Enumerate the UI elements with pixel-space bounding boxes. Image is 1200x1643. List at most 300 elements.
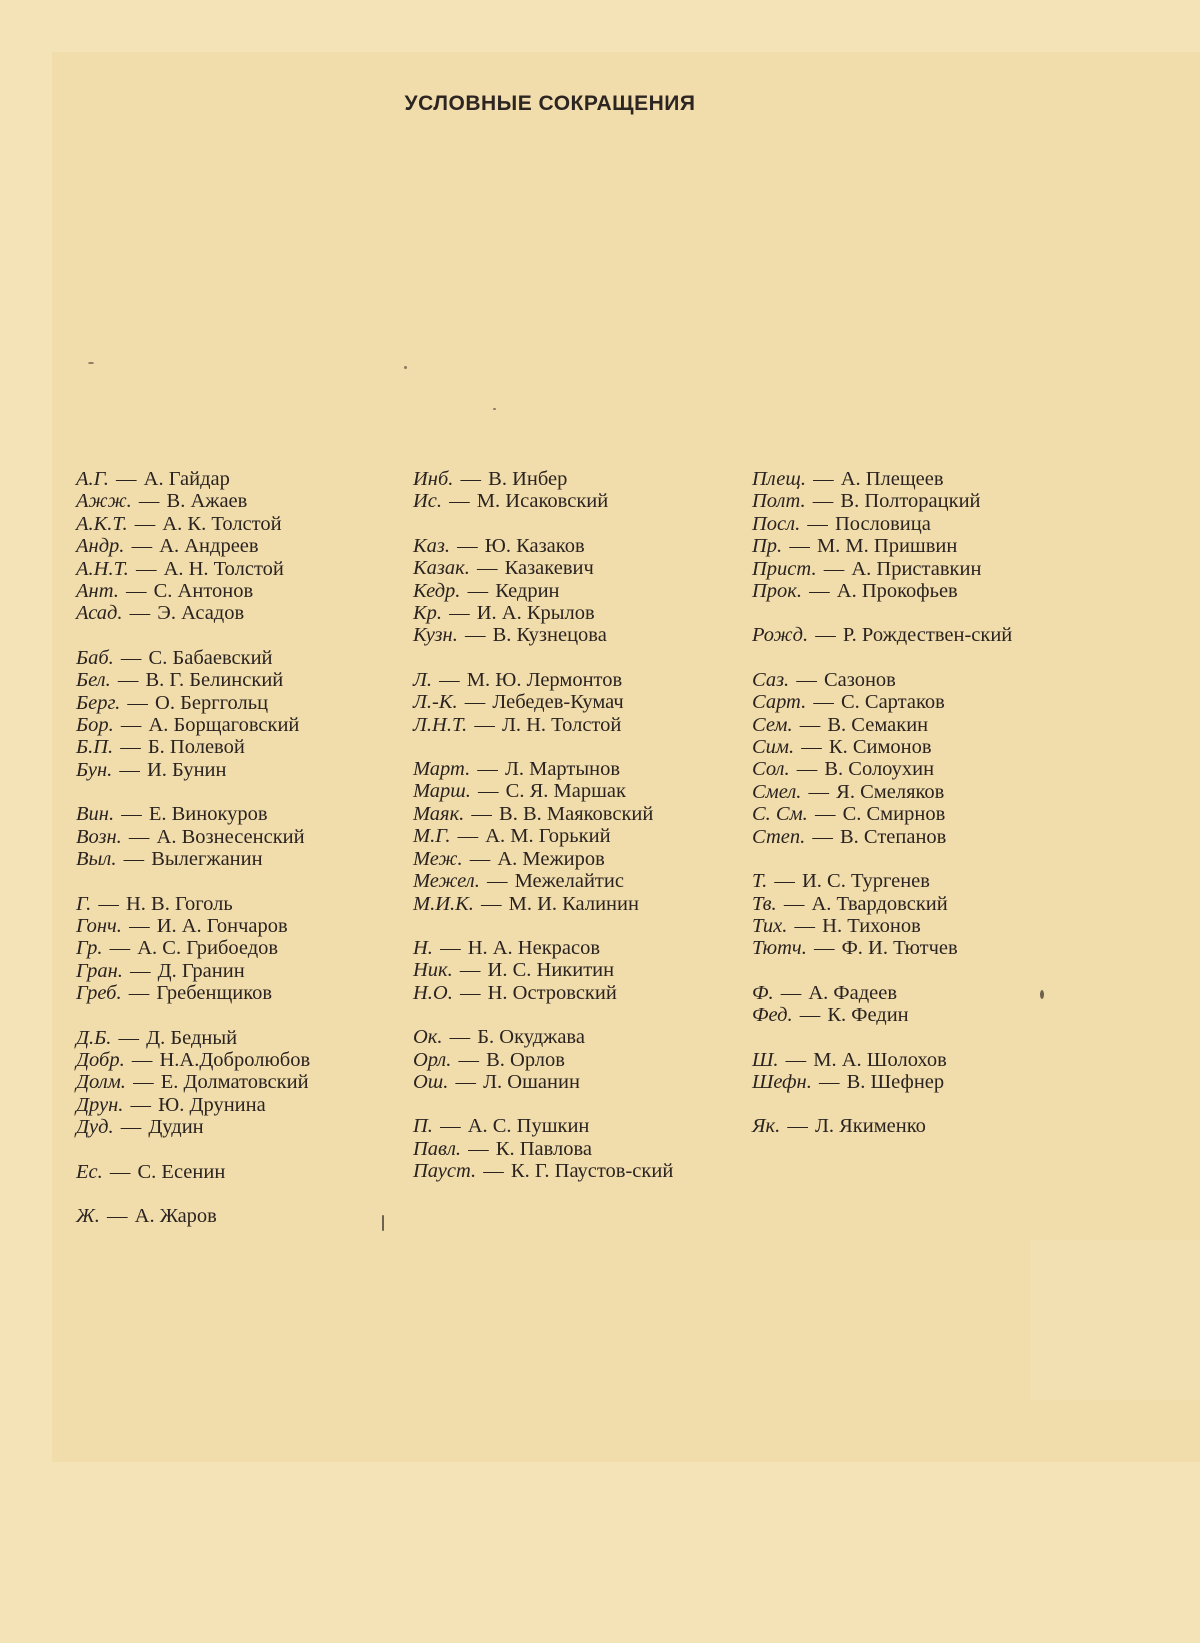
- abbreviation-group: [76, 1161, 406, 1183]
- abbreviation-expansion: В. Кузнецова: [492, 624, 607, 647]
- em-dash-separator: —: [807, 468, 839, 490]
- em-dash-separator: —: [130, 557, 162, 580]
- page-title: УСЛОВНЫЕ СОКРАЩЕНИЯ: [404, 92, 696, 115]
- abbreviation-expansion: Ф. И. Тютчев: [841, 937, 958, 960]
- abbreviation-group: [413, 468, 743, 513]
- abbreviation-group: [752, 1115, 1082, 1137]
- abbreviation-expansion: В. Шефнер: [846, 1070, 945, 1093]
- em-dash-separator: —: [794, 713, 826, 736]
- em-dash-separator: —: [123, 914, 155, 937]
- em-dash-separator: —: [452, 825, 484, 848]
- em-dash-separator: —: [127, 1071, 159, 1094]
- em-dash-separator: —: [808, 691, 839, 714]
- abbreviation-column-3: [752, 468, 1082, 1160]
- abbreviation-expansion: И. Бунин: [147, 758, 227, 781]
- abbreviation-group: [413, 758, 743, 915]
- abbreviation-entry: [752, 468, 1082, 490]
- abbreviation-expansion: И. С. Тургенев: [802, 870, 930, 893]
- abbreviation-term: П.: [413, 1115, 433, 1138]
- abbreviation-expansion: А. М. Горький: [485, 825, 611, 848]
- abbreviation-expansion: В. Степанов: [840, 825, 947, 848]
- abbreviation-column-1: [76, 468, 406, 1249]
- abbreviation-entry: [752, 669, 1082, 691]
- abbreviation-expansion: С. Антонов: [153, 580, 254, 603]
- abbreviation-term: Андр.: [76, 535, 125, 558]
- abbreviation-term: Павл.: [413, 1137, 462, 1160]
- abbreviation-expansion: В. Семакин: [827, 713, 929, 736]
- em-dash-separator: —: [120, 580, 152, 603]
- abbreviation-entry: [413, 1049, 743, 1071]
- abbreviation-term: Прок.: [752, 580, 803, 603]
- abbreviation-entry: [76, 803, 406, 825]
- abbreviation-expansion: Б. Полевой: [147, 736, 245, 759]
- abbreviation-term: Смел.: [752, 780, 802, 803]
- abbreviation-expansion: А. Гайдар: [143, 468, 230, 490]
- abbreviation-entry: [413, 870, 743, 892]
- abbreviation-entry: [413, 1138, 743, 1160]
- abbreviation-expansion: Я. Смеляков: [836, 780, 945, 803]
- em-dash-separator: —: [782, 1115, 813, 1138]
- abbreviation-entry: [76, 468, 406, 490]
- abbreviation-expansion: В. Инбер: [488, 468, 568, 490]
- abbreviation-expansion: К. Павлова: [495, 1137, 593, 1160]
- abbreviation-group: [76, 893, 406, 1005]
- abbreviation-entry: [76, 736, 406, 758]
- abbreviation-group: [76, 468, 406, 625]
- abbreviation-term: Марш.: [413, 780, 471, 803]
- abbreviation-entry: [76, 580, 406, 602]
- abbreviation-term: Як.: [752, 1115, 781, 1138]
- abbreviation-term: Берг.: [76, 691, 121, 714]
- em-dash-separator: —: [434, 1115, 466, 1138]
- abbreviation-term: Орл.: [413, 1048, 452, 1071]
- abbreviation-term: Гр.: [76, 937, 103, 960]
- abbreviation-entry: [413, 557, 743, 579]
- abbreviation-entry: [752, 803, 1082, 825]
- abbreviation-term: Б.П.: [76, 736, 114, 759]
- abbreviation-entry: [752, 1004, 1082, 1026]
- abbreviation-entry: [413, 714, 743, 736]
- abbreviation-entry: [413, 780, 743, 802]
- abbreviation-entry: [76, 647, 406, 669]
- em-dash-separator: —: [804, 580, 835, 603]
- abbreviation-expansion: В. Солоухин: [824, 758, 935, 781]
- abbreviation-group: [413, 1115, 743, 1182]
- em-dash-separator: —: [796, 736, 827, 759]
- abbreviation-entry: [76, 826, 406, 848]
- abbreviation-expansion: Ю. Друнина: [158, 1093, 266, 1116]
- abbreviation-entry: [76, 513, 406, 535]
- abbreviation-entry: [76, 1094, 406, 1116]
- abbreviation-term: Меж.: [413, 847, 463, 870]
- em-dash-separator: —: [472, 758, 503, 781]
- abbreviation-expansion: А. С. Пушкин: [467, 1115, 590, 1138]
- em-dash-separator: —: [775, 981, 807, 1004]
- abbreviation-entry: [413, 848, 743, 870]
- abbreviation-term: Плещ.: [752, 468, 806, 490]
- abbreviation-entry: [752, 490, 1082, 512]
- abbreviation-term: Ажж.: [76, 490, 132, 513]
- abbreviation-entry: [413, 758, 743, 780]
- abbreviation-term: А.Н.Т.: [76, 557, 129, 580]
- abbreviation-expansion: Л. Ошанин: [483, 1070, 580, 1093]
- abbreviation-term: Тютч.: [752, 937, 807, 960]
- abbreviation-term: Гонч.: [76, 914, 122, 937]
- abbreviation-entry: [413, 602, 743, 624]
- abbreviation-entry: [413, 490, 743, 512]
- em-dash-separator: —: [791, 758, 823, 781]
- em-dash-separator: —: [809, 803, 841, 826]
- abbreviation-entry: [752, 513, 1082, 535]
- abbreviation-expansion: Межелайтис: [514, 870, 624, 893]
- abbreviation-expansion: В. Ажаев: [166, 490, 248, 513]
- abbreviation-expansion: А. Плещеев: [840, 468, 944, 490]
- abbreviation-expansion: А. К. Толстой: [162, 512, 282, 535]
- em-dash-separator: —: [123, 982, 155, 1005]
- em-dash-separator: —: [129, 512, 161, 535]
- abbreviation-expansion: М. А. Шолохов: [813, 1048, 947, 1071]
- em-dash-separator: —: [444, 1026, 476, 1049]
- em-dash-separator: —: [459, 624, 491, 647]
- abbreviation-term: Долм.: [76, 1071, 126, 1094]
- abbreviation-entry: [752, 624, 1064, 646]
- abbreviation-entry: [76, 714, 406, 736]
- em-dash-separator: —: [789, 914, 821, 937]
- abbreviation-term: Каз.: [413, 534, 450, 557]
- abbreviation-expansion: Л. Мартынов: [504, 758, 621, 781]
- abbreviation-expansion: А. Андреев: [159, 535, 259, 558]
- abbreviation-entry: [752, 982, 1082, 1004]
- abbreviation-group: [413, 535, 743, 647]
- em-dash-separator: —: [115, 646, 147, 669]
- abbreviation-term: Ес.: [76, 1160, 103, 1183]
- scan-speck: [88, 362, 94, 364]
- abbreviation-group: [413, 937, 743, 1004]
- abbreviation-term: Л.: [413, 668, 433, 691]
- abbreviation-group: [752, 624, 1082, 646]
- em-dash-separator: —: [116, 803, 147, 826]
- abbreviation-term: М.И.К.: [413, 892, 474, 915]
- abbreviation-term: Полт.: [752, 490, 806, 513]
- abbreviation-entry: [413, 624, 743, 646]
- abbreviation-entry: [76, 893, 406, 915]
- em-dash-separator: —: [124, 959, 156, 982]
- abbreviation-expansion: Пословица: [834, 512, 931, 535]
- abbreviation-entry: [752, 1049, 1082, 1071]
- abbreviation-entry: [76, 1027, 406, 1049]
- abbreviation-expansion: А. Твардовский: [811, 892, 948, 915]
- abbreviation-entry: [76, 1161, 406, 1183]
- abbreviation-expansion: С. Смирнов: [842, 803, 946, 826]
- abbreviation-entry: [752, 758, 1082, 780]
- abbreviation-entry: [76, 1049, 406, 1071]
- em-dash-separator: —: [444, 602, 475, 625]
- abbreviation-expansion: М. И. Калинин: [508, 892, 639, 915]
- abbreviation-expansion: Казакевич: [504, 557, 594, 580]
- abbreviation-entry: [413, 893, 743, 915]
- abbreviation-expansion: О. Берггольц: [155, 691, 269, 714]
- abbreviation-expansion: К. Симонов: [828, 736, 932, 759]
- abbreviation-expansion: В. Г. Белинский: [145, 669, 284, 692]
- em-dash-separator: —: [133, 490, 165, 513]
- abbreviation-expansion: Н. В. Гоголь: [126, 892, 233, 915]
- em-dash-separator: —: [462, 579, 494, 602]
- abbreviation-entry: [413, 535, 743, 557]
- abbreviation-term: Маяк.: [413, 802, 465, 825]
- abbreviation-expansion: Вылегжанин: [151, 848, 263, 871]
- abbreviation-entry: [413, 1160, 725, 1182]
- abbreviation-term: Г.: [76, 892, 92, 915]
- abbreviation-term: Н.: [413, 936, 433, 959]
- abbreviation-term: Посл.: [752, 512, 801, 535]
- abbreviation-entry: [76, 915, 406, 937]
- em-dash-separator: —: [466, 802, 498, 825]
- abbreviation-expansion: Лебедев-Кумач: [492, 691, 624, 714]
- abbreviation-term: Март.: [413, 758, 471, 781]
- em-dash-separator: —: [769, 870, 800, 893]
- abbreviation-term: Бор.: [76, 714, 114, 737]
- abbreviation-term: Гран.: [76, 959, 123, 982]
- abbreviation-expansion: Кедрин: [495, 579, 560, 602]
- abbreviation-term: Асад.: [76, 602, 123, 625]
- abbreviation-expansion: Д. Гранин: [157, 959, 245, 982]
- abbreviation-expansion: В. Полторацкий: [840, 490, 981, 513]
- abbreviation-expansion: Е. Долматовский: [160, 1071, 309, 1094]
- em-dash-separator: —: [454, 981, 486, 1004]
- abbreviation-entry: [76, 848, 406, 870]
- em-dash-separator: —: [126, 1048, 158, 1071]
- em-dash-separator: —: [778, 892, 810, 915]
- em-dash-separator: —: [104, 1160, 136, 1183]
- abbreviation-group: [413, 669, 743, 736]
- abbreviation-term: Выл.: [76, 848, 117, 871]
- em-dash-separator: —: [123, 825, 155, 848]
- em-dash-separator: —: [810, 624, 841, 647]
- abbreviation-term: Ант.: [76, 580, 119, 603]
- abbreviation-term: Сарт.: [752, 691, 807, 714]
- abbreviation-term: Рожд.: [752, 624, 809, 647]
- scan-speck: [493, 408, 496, 410]
- em-dash-separator: —: [450, 1070, 482, 1093]
- abbreviation-term: Кр.: [413, 602, 442, 625]
- abbreviation-entry: [413, 1071, 743, 1093]
- abbreviation-expansion: А. Борщаговский: [148, 714, 300, 737]
- abbreviation-term: Ок.: [413, 1026, 443, 1049]
- abbreviation-expansion: И. С. Никитин: [487, 959, 615, 982]
- abbreviation-entry: [752, 870, 1082, 892]
- abbreviation-column-2: [413, 468, 743, 1205]
- abbreviation-expansion: И. А. Гончаров: [156, 914, 288, 937]
- abbreviation-entry: [413, 825, 743, 847]
- abbreviation-entry: [76, 692, 406, 714]
- abbreviation-expansion: А. Н. Толстой: [163, 557, 284, 580]
- abbreviation-entry: [76, 1205, 406, 1227]
- abbreviation-group: [752, 982, 1082, 1027]
- abbreviation-term: А.Г.: [76, 468, 109, 490]
- abbreviation-group: [752, 1049, 1082, 1094]
- em-dash-separator: —: [115, 1116, 147, 1139]
- abbreviation-term: Ник.: [413, 959, 453, 982]
- abbreviation-term: М.Г.: [413, 825, 451, 848]
- abbreviation-term: Тв.: [752, 892, 777, 915]
- abbreviation-expansion: С. Бабаевский: [148, 646, 273, 669]
- abbreviation-expansion: А. Прокофьев: [836, 580, 958, 603]
- em-dash-separator: —: [478, 1160, 509, 1183]
- em-dash-separator: —: [808, 937, 840, 960]
- abbreviation-expansion: В. В. Маяковский: [499, 802, 654, 825]
- abbreviation-term: С. См.: [752, 803, 808, 826]
- abbreviation-expansion: С. Есенин: [137, 1160, 226, 1183]
- scan-speck: [404, 366, 407, 369]
- abbreviation-term: Бун.: [76, 758, 113, 781]
- abbreviation-expansion: М. Исаковский: [476, 490, 609, 513]
- abbreviation-entry: [76, 960, 406, 982]
- em-dash-separator: —: [807, 490, 839, 513]
- abbreviation-entry: [413, 937, 743, 959]
- abbreviation-entry: [752, 937, 1082, 959]
- abbreviation-group: [752, 870, 1082, 960]
- abbreviation-term: Шефн.: [752, 1070, 812, 1093]
- em-dash-separator: —: [110, 468, 142, 490]
- abbreviation-entry: [413, 468, 743, 490]
- abbreviation-entry: [752, 580, 1082, 602]
- abbreviation-entry: [76, 669, 406, 691]
- abbreviation-term: Д.Б.: [76, 1026, 112, 1049]
- abbreviation-term: Кедр.: [413, 579, 461, 602]
- abbreviation-entry: [413, 580, 743, 602]
- abbreviation-expansion: А. Жаров: [134, 1204, 217, 1227]
- abbreviation-term: Сем.: [752, 713, 793, 736]
- abbreviation-term: Дуд.: [76, 1116, 114, 1139]
- abbreviation-entry: [76, 558, 406, 580]
- abbreviation-entry: [76, 937, 406, 959]
- abbreviation-term: Саз.: [752, 668, 790, 691]
- abbreviation-expansion: К. Г. Паустов-ский: [510, 1160, 674, 1183]
- abbreviation-term: Возн.: [76, 825, 122, 848]
- em-dash-separator: —: [464, 847, 496, 870]
- abbreviation-term: Пауст.: [413, 1160, 477, 1183]
- abbreviation-group: [76, 803, 406, 870]
- abbreviation-term: Л.Н.Т.: [413, 713, 468, 736]
- em-dash-separator: —: [113, 1026, 145, 1049]
- em-dash-separator: —: [122, 691, 154, 714]
- abbreviation-group: [752, 468, 1082, 602]
- abbreviation-group: [76, 647, 406, 781]
- abbreviation-group: [752, 669, 1082, 848]
- em-dash-separator: —: [807, 825, 838, 848]
- abbreviation-term: Межел.: [413, 870, 480, 893]
- em-dash-separator: —: [802, 512, 833, 535]
- em-dash-separator: —: [114, 758, 145, 781]
- em-dash-separator: —: [104, 937, 136, 960]
- abbreviation-group: [76, 1205, 406, 1227]
- abbreviation-expansion: Л. Якименко: [814, 1115, 926, 1138]
- abbreviation-entry: [752, 1115, 1082, 1137]
- abbreviation-term: Добр.: [76, 1048, 125, 1071]
- abbreviation-term: Греб.: [76, 982, 122, 1005]
- em-dash-separator: —: [125, 1093, 157, 1116]
- abbreviation-expansion: Н. Островский: [487, 981, 617, 1004]
- em-dash-separator: —: [126, 535, 158, 558]
- abbreviation-expansion: А. Вознесенский: [156, 825, 305, 848]
- abbreviation-entry: [752, 893, 1082, 915]
- em-dash-separator: —: [434, 668, 465, 691]
- abbreviation-expansion: А. Приставкин: [851, 557, 982, 580]
- abbreviation-term: Ш.: [752, 1048, 779, 1071]
- abbreviation-expansion: К. Федин: [827, 1004, 909, 1027]
- abbreviation-entry: [752, 535, 1082, 557]
- em-dash-separator: —: [101, 1204, 133, 1227]
- abbreviation-entry: [413, 669, 743, 691]
- abbreviation-entry: [413, 959, 743, 981]
- em-dash-separator: —: [471, 557, 503, 580]
- abbreviation-term: Вин.: [76, 803, 115, 826]
- em-dash-separator: —: [452, 534, 483, 557]
- em-dash-separator: —: [791, 668, 822, 691]
- abbreviation-expansion: И. А. Крылов: [476, 602, 595, 625]
- em-dash-separator: —: [115, 714, 147, 737]
- abbreviation-term: Степ.: [752, 825, 806, 848]
- em-dash-separator: —: [118, 848, 150, 871]
- em-dash-separator: —: [472, 780, 504, 803]
- abbreviation-term: Т.: [752, 870, 768, 893]
- abbreviation-term: Тих.: [752, 914, 788, 937]
- abbreviation-entry: [76, 1116, 406, 1138]
- abbreviation-term: Ис.: [413, 490, 443, 513]
- em-dash-separator: —: [453, 1048, 485, 1071]
- abbreviation-entry: [413, 803, 743, 825]
- abbreviation-term: Л.-К.: [413, 691, 458, 714]
- abbreviation-term: Баб.: [76, 646, 114, 669]
- abbreviation-term: Фед.: [752, 1004, 793, 1027]
- em-dash-separator: —: [93, 892, 124, 915]
- abbreviation-term: Кузн.: [413, 624, 458, 647]
- abbreviation-expansion: Гребенщиков: [156, 982, 273, 1005]
- abbreviation-entry: [752, 691, 1082, 713]
- scanned-page-edge: [1030, 1240, 1200, 1400]
- abbreviation-term: Бел.: [76, 669, 111, 692]
- abbreviation-expansion: Н. Тихонов: [822, 914, 921, 937]
- abbreviation-entry: [76, 490, 406, 512]
- abbreviation-expansion: Сазонов: [823, 668, 896, 691]
- em-dash-separator: —: [481, 870, 513, 893]
- em-dash-separator: —: [780, 1048, 812, 1071]
- abbreviation-entry: [413, 982, 743, 1004]
- em-dash-separator: —: [784, 535, 815, 558]
- abbreviation-entry: [752, 558, 1082, 580]
- abbreviation-expansion: С. Я. Маршак: [505, 780, 626, 803]
- abbreviation-expansion: М. Ю. Лермонтов: [466, 668, 623, 691]
- em-dash-separator: —: [463, 1137, 494, 1160]
- abbreviation-term: Прист.: [752, 557, 817, 580]
- em-dash-separator: —: [813, 1070, 845, 1093]
- abbreviation-entry: [76, 759, 406, 781]
- em-dash-separator: —: [818, 557, 850, 580]
- abbreviation-entry: [413, 1115, 743, 1137]
- abbreviation-expansion: Э. Асадов: [157, 602, 245, 625]
- abbreviation-entry: [752, 714, 1082, 736]
- em-dash-separator: —: [794, 1004, 826, 1027]
- abbreviation-entry: [752, 1071, 1082, 1093]
- abbreviation-term: Друн.: [76, 1093, 124, 1116]
- abbreviation-expansion: Л. Н. Толстой: [501, 713, 622, 736]
- abbreviation-entry: [413, 1026, 743, 1048]
- abbreviation-group: [413, 1026, 743, 1093]
- abbreviation-term: Инб.: [413, 468, 454, 490]
- abbreviation-group: [76, 1027, 406, 1139]
- abbreviation-entry: [76, 982, 406, 1004]
- abbreviation-term: Ф.: [752, 981, 774, 1004]
